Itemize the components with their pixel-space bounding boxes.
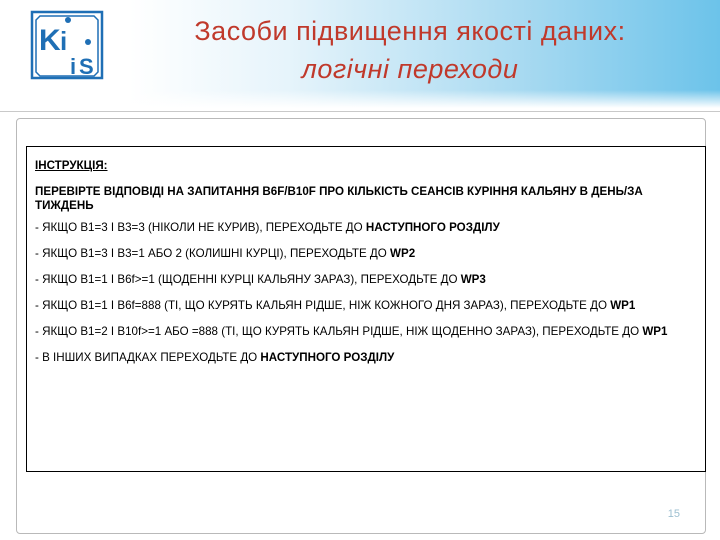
svg-text:i: i bbox=[60, 26, 68, 56]
svg-text:S: S bbox=[79, 54, 94, 79]
header-divider bbox=[0, 111, 720, 112]
instruction-box bbox=[26, 146, 706, 472]
instruction-item bbox=[35, 273, 695, 287]
instruction-item bbox=[35, 299, 695, 313]
instruction-item bbox=[35, 351, 695, 365]
item-target: WP3 bbox=[460, 273, 486, 286]
item-target: WP2 bbox=[390, 247, 416, 260]
item-condition: - ЯКЩО B1=3 І B3=3 (НІКОЛИ НЕ КУРИВ), ПЕРЕХОДЬТЕ ДО bbox=[35, 221, 366, 234]
kiis-logo bbox=[30, 10, 104, 80]
item-condition: - ЯКЩО B1=1 І B6f>=1 (ЩОДЕННІ КУРЦІ КАЛЬЯНУ ЗАРАЗ), ПЕРЕХОДЬТЕ ДО bbox=[35, 273, 461, 286]
slide-title bbox=[130, 12, 690, 88]
svg-text:i: i bbox=[70, 54, 77, 79]
title-line-2: логічні переходи bbox=[301, 54, 519, 84]
instruction-item bbox=[35, 247, 695, 261]
title-line-1: Засоби підвищення якості даних: bbox=[194, 16, 626, 46]
item-condition: - В ІНШИХ ВИПАДКАХ ПЕРЕХОДЬТЕ ДО bbox=[35, 351, 261, 364]
svg-text:K: K bbox=[39, 24, 61, 57]
instruction-item bbox=[35, 325, 695, 339]
instruction-heading: ІНСТРУКЦІЯ: bbox=[35, 159, 108, 172]
page-number: 15 bbox=[667, 508, 680, 520]
item-target: НАСТУПНОГО РОЗДІЛУ bbox=[365, 221, 500, 234]
instruction-intro: ПЕРЕВІРТЕ ВІДПОВІДІ НА ЗАПИТАННЯ B6F/B10F ПРО КІЛЬКІСТЬ СЕАНСІВ КУРІННЯ КАЛЬЯНУ В ДЕНЬ/ЗА ТИЖДЕНЬ bbox=[35, 185, 643, 212]
item-target: WP1 bbox=[610, 299, 636, 312]
item-condition: - ЯКЩО B1=1 І B6f=888 (ТІ, ЩО КУРЯТЬ КАЛЬЯН РІДШЕ, НІЖ КОЖНОГО ДНЯ ЗАРАЗ), ПЕРЕХОДЬТЕ ДО bbox=[35, 299, 611, 312]
item-condition: - ЯКЩО B1=3 І B3=1 АБО 2 (КОЛИШНІ КУРЦІ), ПЕРЕХОДЬТЕ ДО bbox=[35, 247, 391, 260]
instruction-item bbox=[35, 221, 695, 235]
item-target: НАСТУПНОГО РОЗДІЛУ bbox=[260, 351, 395, 364]
item-target: WP1 bbox=[642, 325, 668, 338]
item-condition: - ЯКЩО B1=2 І B10f>=1 АБО =888 (ТІ, ЩО КУРЯТЬ КАЛЬЯН РІДШЕ, НІЖ ЩОДЕННО ЗАРАЗ), ПЕРЕХОДЬТЕ ДО bbox=[35, 325, 643, 338]
